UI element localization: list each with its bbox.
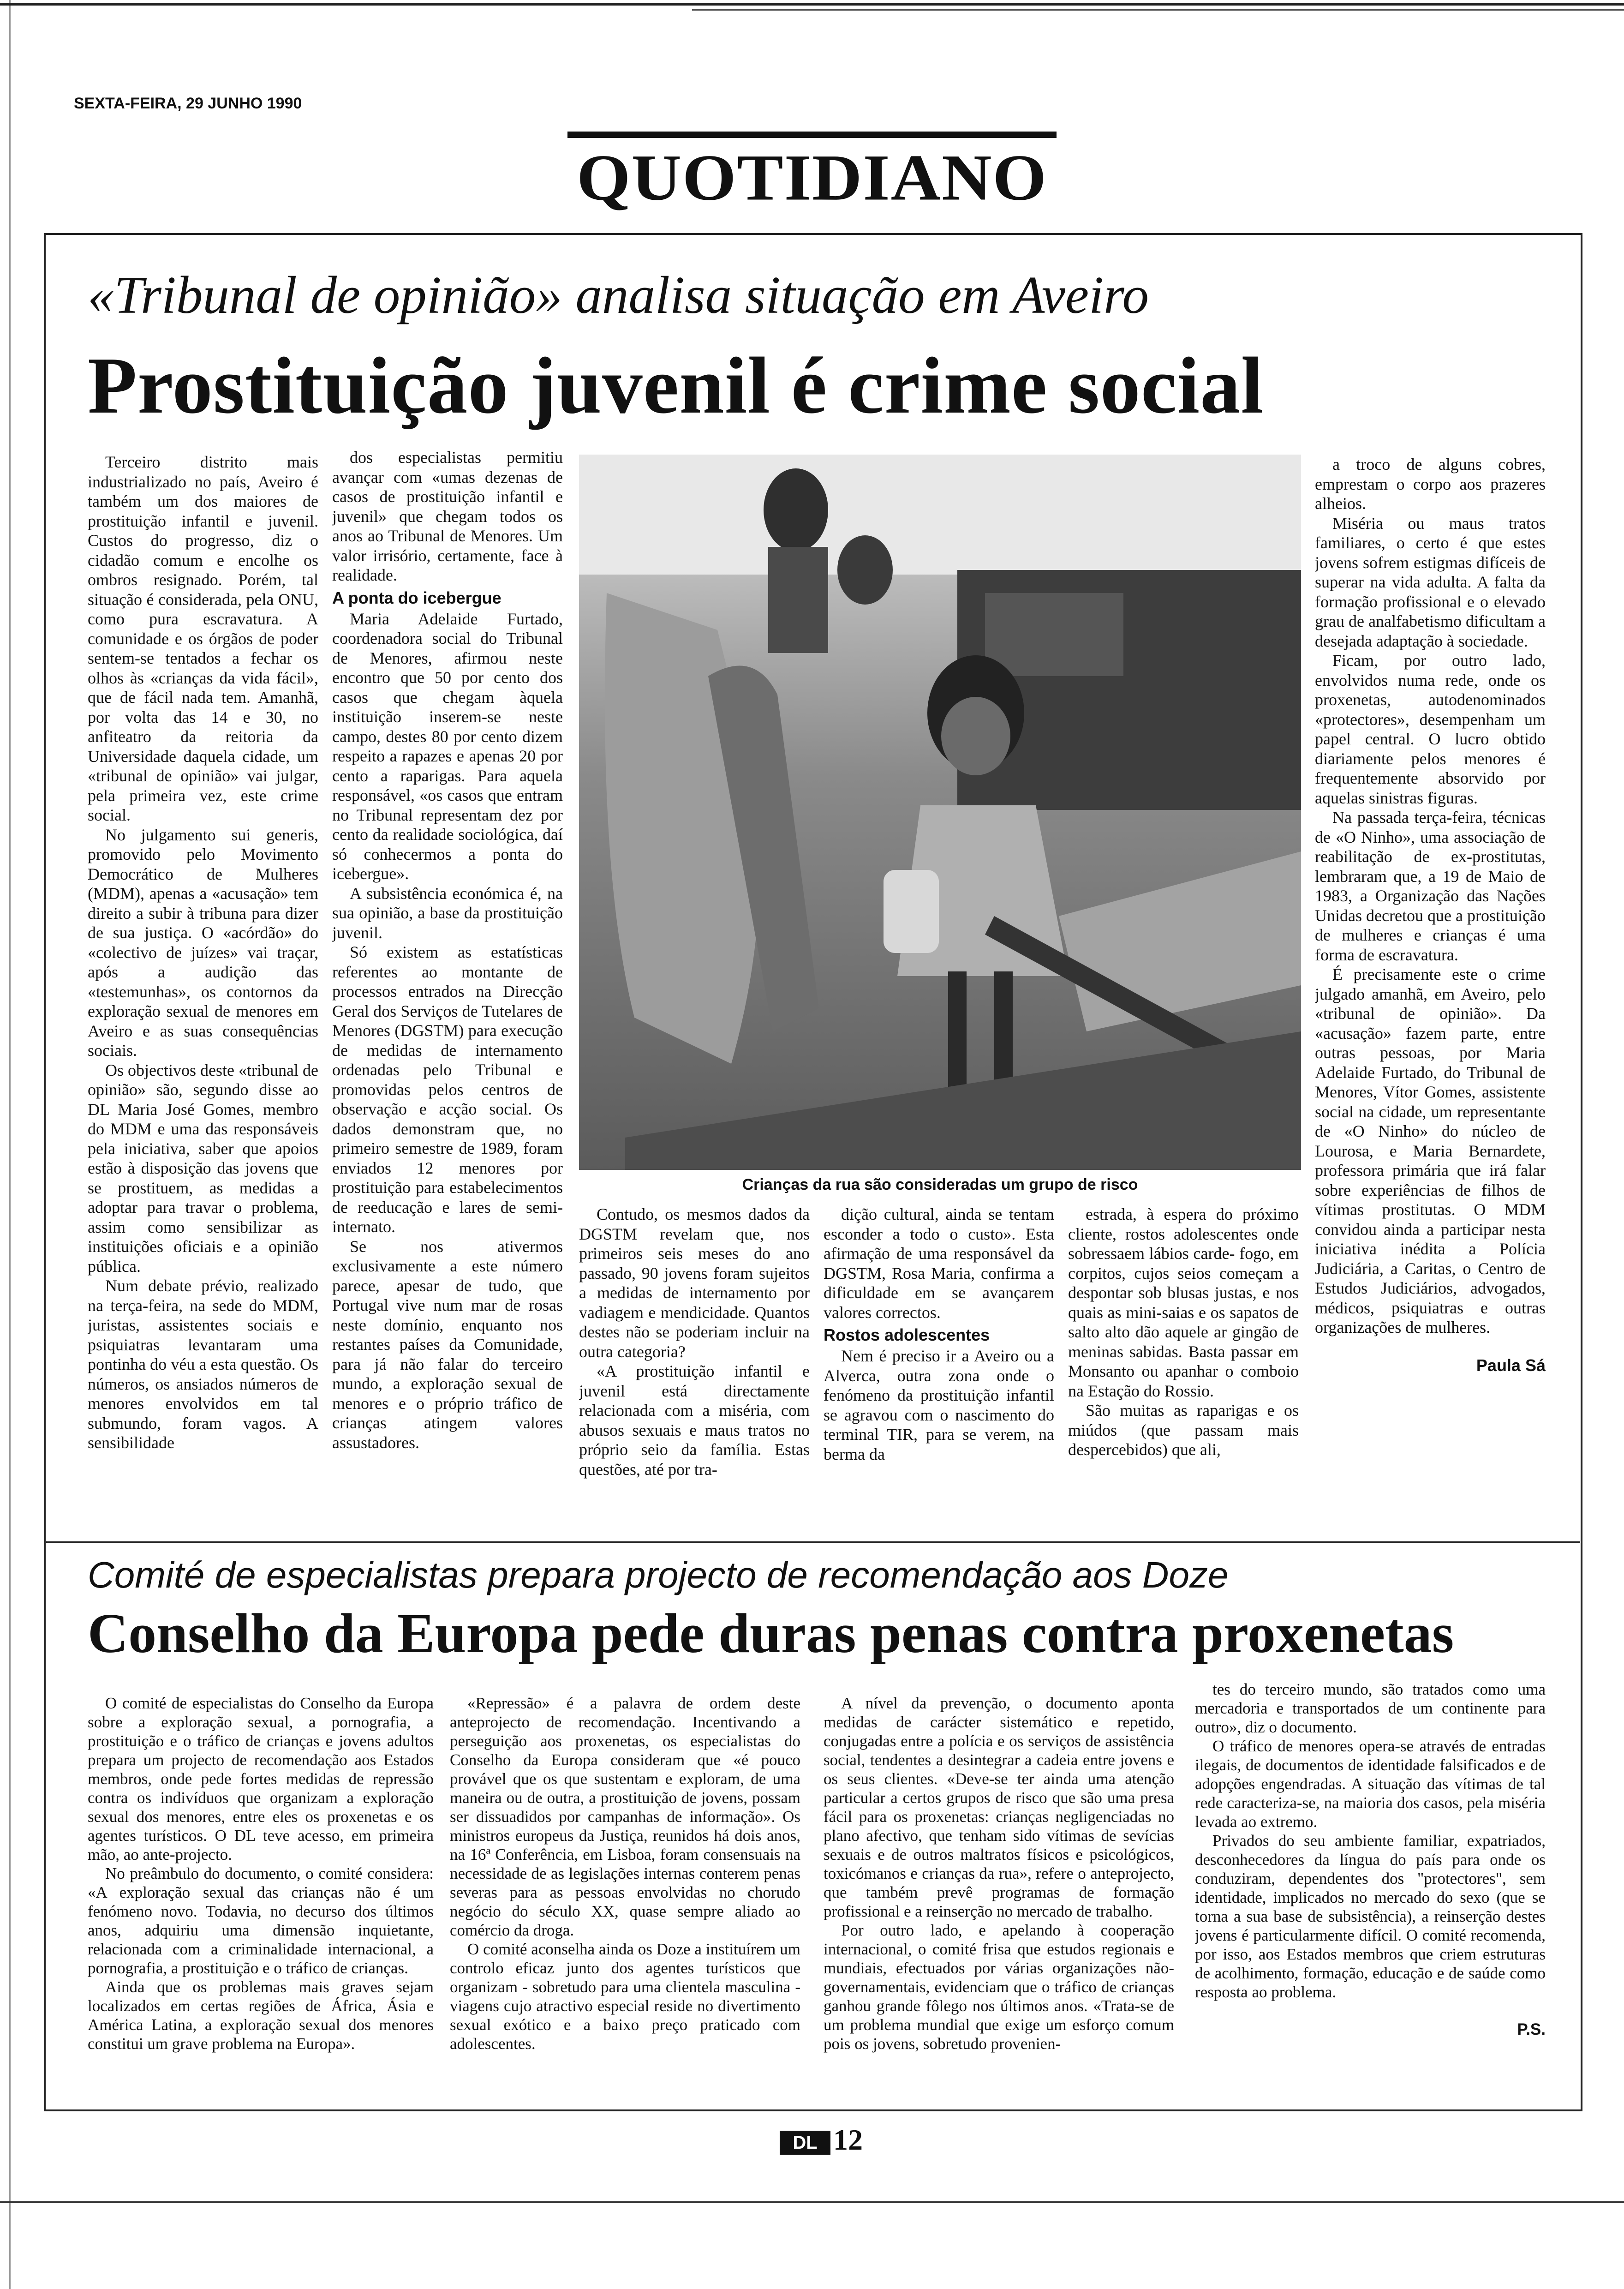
top-rule-thin — [692, 9, 1624, 11]
paragraph: Privados do seu ambiente familiar, expatriados, desconhecedores da língua do país para onde os conduziram, dependentes dos "protectores", sem identidade, implicados no mercado do sexo (que se torna a sua base de subsistência), a reinserção destes jovens é particularmente difícil. O comité recomenda, por isso, aos Estados membros que criem estruturas de acolhimento, formação, educação e de saúde como resposta ao problema. — [1195, 1832, 1546, 2001]
paragraph: Se nos ativermos exclusivamente a este número parece, apesar de tudo, que Portugal vive num mar de rosas neste domínio, enquanto nos restantes países da Comunidade, para já não falar do terceiro mundo, a exploração sexual de menores e o próprio tráfico de crianças atingem valores assustadores. — [332, 1237, 563, 1452]
section-title: QUOTIDIANO — [576, 141, 1048, 214]
paragraph: Num debate prévio, realizado na terça-feira, na sede do MDM, juristas, assistentes sociais e psiquiatras levantaram uma pontinha do véu a esta questão. Os números, os ansiados números de menores envolvidos em tal submundo, foram vagos. A sensibilidade — [88, 1276, 318, 1452]
paragraph: Por outro lado, e apelando à cooperação internacional, o comité frisa que estudos regionais e mundiais, efectuados por várias organizações não-governamentais, evidenciam que o tráfico de crianças ganhou grande fôlego nos últimos anos. «Trata-se de um problema mundial que exige um esforço comum pois os jovens, sobretudo provenien- — [824, 1921, 1174, 2053]
paragraph: Nem é preciso ir a Aveiro ou a Alverca, outra zona onde o fenómeno da prostituição infantil se agravou com o nascimento do terminal TIR, para se verem, na berma da — [824, 1347, 1054, 1463]
bottom-rule — [0, 2201, 1624, 2203]
article2-kicker: Comité de especialistas prepara projecto de recomendação aos Doze — [88, 1554, 1229, 1595]
scan-edge — [9, 0, 11, 2289]
subheading: A ponta do icebergue — [332, 588, 502, 607]
byline: P.S. — [1517, 2020, 1546, 2038]
page-folio — [780, 2123, 863, 2157]
article2-column-2 — [450, 1694, 800, 2100]
dl-logo: DL — [780, 2131, 830, 2155]
paragraph: dição cultural, ainda se tentam esconder a todo o custo». Esta afirmação de uma responsável da DGSTM, Rosa Maria, confirma a dificuldade em se avançarem valores correctos. — [824, 1205, 1054, 1322]
subheading: Rostos adolescentes — [824, 1325, 990, 1344]
article1-column-6 — [1315, 455, 1546, 1534]
article1-column-4 — [824, 1204, 1054, 1528]
paragraph: No preâmbulo do documento, o comité considera: «A exploração sexual das crianças não é um fenómeno novo. Todavia, no decurso dos últimos anos, adquiriu uma dimensão inquietante, relacionada com a criminalidade internacional, a pornografia, a prostituição e o tráfico de crianças. — [88, 1864, 434, 1977]
article1-column-3 — [579, 1204, 810, 1528]
paragraph: a troco de alguns cobres, emprestam o corpo aos prazeres alheios. — [1315, 455, 1546, 513]
article1-kicker: «Tribunal de opinião» analisa situação em Aveiro — [88, 266, 1149, 324]
paragraph: O comité aconselha ainda os Doze a instituírem um controlo eficaz junto dos agentes turísticos que organizam - sobretudo para uma clientela masculina - viagens cujo atractivo especial reside no divertimento sexual exótico e a baixo preço praticado com adolescentes. — [450, 1940, 800, 2053]
paragraph: Terceiro distrito mais industrializado no país, Aveiro é também um dos maiores de prostituição infantil e juvenil. Custos do progresso, diz o cidadão comum e encolhe os ombros resignado. Porém, tal situação é considerada, pela ONU, como pura escravatura. A comunidade e os órgãos de poder sentem-se tentados a fechar os olhos às «crianças da vida fácil», que de fácil nada tem. Amanhã, por volta das 14 e 30, no anfiteatro da reitoria da Universidade daquela cidade, um «tribunal de opinião» vai julgar, pela primeira vez, este crime social. — [88, 453, 318, 824]
paragraph: Contudo, os mesmos dados da DGSTM revelam que, nos primeiros seis meses do ano passado, 90 jovens foram sujeitos a medidas de internamento por vadiagem e mendicidade. Quantos destes não se poderiam incluir na outra categoria? — [579, 1205, 810, 1361]
paragraph: A subsistência económica é, na sua opinião, a base da prostituição juvenil. — [332, 884, 563, 942]
paragraph: Os objectivos deste «tribunal de opinião» são, segundo disse ao DL Maria José Gomes, membro do MDM e uma das responsáveis pela iniciativa, saber que apoios estão à disposição das jovens que se prostituem, as medidas a adoptar para travar o problema, assim como sensibilizar as instituições oficiais e a opinião pública. — [88, 1061, 318, 1276]
paragraph: Miséria ou maus tratos familiares, o certo é que estes jovens sofrem estigmas difíceis de superar na vida adulta. A falta da formação profissional e o elevado grau de analfabetismo dificultam a desejada adaptação à sociedade. — [1315, 514, 1546, 650]
paragraph: O comité de especialistas do Conselho da Europa sobre a exploração sexual, a pornografia, a prostituição e o tráfico de crianças e jovens adultos prepara um projecto de recomendação aos Estados membros, onde pede fortes medidas de repressão contra os indivíduos que organizam a exploração sexual dos menores, entre eles os proxenetas e os agentes turísticos. O DL teve acesso, em primeira mão, ao ante-projecto. — [88, 1694, 434, 1864]
paragraph: É precisamente este o crime julgado amanhã, em Aveiro, pelo «tribunal de opinião». Da «acusação» fazem parte, entre outras pessoas, por Maria Adelaide Furtado, do Tribunal de Menores, Vítor Gomes, assistente social na cidade, um representante de «O Ninho» do núcleo de Lourosa, e Maria Bernardete, professora primária que irá falar sobre experiências de filhos de vítimas prostitutas. O MDM convidou ainda a participar nesta iniciativa inédita a Polícia Judiciária, a Caritas, o Centro de Estudos Judiciários, advogados, médicos, psiquiatras e outras organizações de mulheres. — [1315, 965, 1546, 1336]
paragraph: tes do terceiro mundo, são tratados como uma mercadoria e transportados de um continente para outro», diz o documento. — [1195, 1680, 1546, 1736]
article1-photo-caption: Crianças da rua são consideradas um grupo de risco — [742, 1176, 1138, 1193]
article2-column-1 — [88, 1694, 434, 2100]
paragraph: Ficam, por outro lado, envolvidos numa rede, onde os proxenetas, autodenominados «protectores», desempenham um papel central. O lucro obtido diariamente pelos menores é frequentemente absorvido por aquelas sinistras figuras. — [1315, 651, 1546, 807]
dateline: SEXTA-FEIRA, 29 JUNHO 1990 — [74, 95, 302, 112]
paragraph: No julgamento sui generis, promovido pelo Movimento Democrático de Mulheres (MDM), apenas a «acusação» tem direito a subir à tribuna para dizer de sua justiça. O «acórdão» do «colectivo de juízes» vai traçar, após a audição das «testemunhas», os contornos da exploração sexual de menores em Aveiro e as suas consequências sociais. — [88, 825, 318, 1060]
article1-column-2 — [332, 448, 563, 1509]
paragraph: dos especialistas permitiu avançar com «umas dezenas de casos de prostituição infantil e juvenil» que chegam todos os anos ao Tribunal de Menores. Um valor irrisório, certamente, face à realidade. — [332, 448, 563, 584]
article1-column-1 — [88, 452, 318, 1514]
children-photo-illustration — [579, 455, 1301, 1170]
paragraph: Só existem as estatísticas referentes ao montante de processos entrados na Direcção Geral dos Serviços de Tutelares de Menores (DGSTM) para execução de medidas de internamento ordenadas pelo Tribunal e promovidas pelos centros de observação e acção social. Os dados demonstram que, no primeiro semestre de 1989, foram enviados 12 menores por prostituição para estabelecimentos de reeducação e lares de semi-internato. — [332, 943, 563, 1236]
article-divider — [46, 1541, 1580, 1543]
page-number: 12 — [833, 2123, 863, 2156]
paragraph: «A prostituição infantil e juvenil está directamente relacionada com a miséria, com abusos sexuais e maus tratos no próprio seio da família. Estas questões, até por tra- — [579, 1362, 810, 1479]
paragraph: Ainda que os problemas mais graves sejam localizados em certas regiões de África, Ásia e América Latina, a exploração sexual dos menores constitui um grave problema na Europa». — [88, 1978, 434, 2053]
top-rule — [0, 3, 1624, 6]
byline: Paula Sá — [1476, 1355, 1546, 1375]
section-rule — [567, 132, 1057, 138]
paragraph: Maria Adelaide Furtado, coordenadora social do Tribunal de Menores, afirmou neste encontro que 50 por cento dos casos que chegam àquela instituição inserem-se neste campo, destes 80 por cento dizem respeito a rapazes e apenas 20 por cento a raparigas. Para aquela responsável, «os casos que entram no Tribunal representam dez por cento da realidade sociológica, daí só conhecermos a ponta do icebergue». — [332, 609, 563, 883]
paragraph: O tráfico de menores opera-se através de entradas ilegais, de documentos de identidade falsificados e de adopções engendradas. A situação das vítimas de tal rede caracteriza-se, na maioria dos casos, pela miséria levada ao extremo. — [1195, 1737, 1546, 1831]
paragraph: São muitas as raparigas e os miúdos (que passam mais despercebidos) que ali, — [1068, 1401, 1299, 1459]
paragraph: A nível da prevenção, o documento aponta medidas de carácter sistemático e repetido, conjugadas entre a polícia e os serviços de assistência social, tendentes a desintegrar a cadeia entre jovens e os seus clientes. «Deve-se ter ainda uma atenção particular a certos grupos de risco que são uma presa fácil para os proxenetas: crianças negligenciadas no plano afectivo, que tenham sido vítimas de sevícias sexuais e de outros maltratos físicos e psicológicos, toxicómanos e crianças da rua», refere o anteprojecto, que também prevê programas de formação profissional e a reinserção no mercado de trabalho. — [824, 1694, 1174, 1920]
paragraph: estrada, à espera do próximo cliente, rostos adolescentes onde sobressaem lábios carde- fogo, em corpitos, cujos seios começam a despontar sob blusas justas, e nos quais as mini-saias e os sapatos de salto alto dão aquele ar gingão de meninas sabidas. Basta passar em Monsanto ou apanhar o comboio na Estação do Rossio. — [1068, 1205, 1299, 1400]
article2-headline: Conselho da Europa pede duras penas contra proxenetas — [88, 1602, 1454, 1665]
article2-column-3 — [824, 1694, 1174, 2100]
article1-headline: Prostituição juvenil é crime social — [88, 341, 1264, 430]
article1-column-5 — [1068, 1204, 1299, 1528]
paragraph: Na passada terça-feira, técnicas de «O Ninho», uma associação de reabilitação de ex-prostitutas, lembraram que, a 19 de Maio de 1983, a Organização das Nações Unidas decretou que a prostituição de mulheres e crianças é uma forma de escravatura. — [1315, 808, 1546, 964]
article2-column-4 — [1195, 1680, 1546, 2104]
paragraph: «Repressão» é a palavra de ordem deste anteprojecto de recomendação. Incentivando a perseguição aos proxenetas, os especialistas do Conselho da Europa consideram que «é pouco provável que os que sustentam e exploram, de uma maneira ou de outra, a prostituição de jovens, possam ser dissuadidos por campanhas de informação». Os ministros europeus da Justiça, reunidos há dois anos, na 16ª Conferência, em Lisboa, foram consensuais na necessidade de as legislações internas conterem penas severas para as pessoas envolvidas no chorudo negócio do século XX, quase sempre aliado ao comércio da droga. — [450, 1694, 800, 1939]
article1-photo — [579, 455, 1301, 1170]
